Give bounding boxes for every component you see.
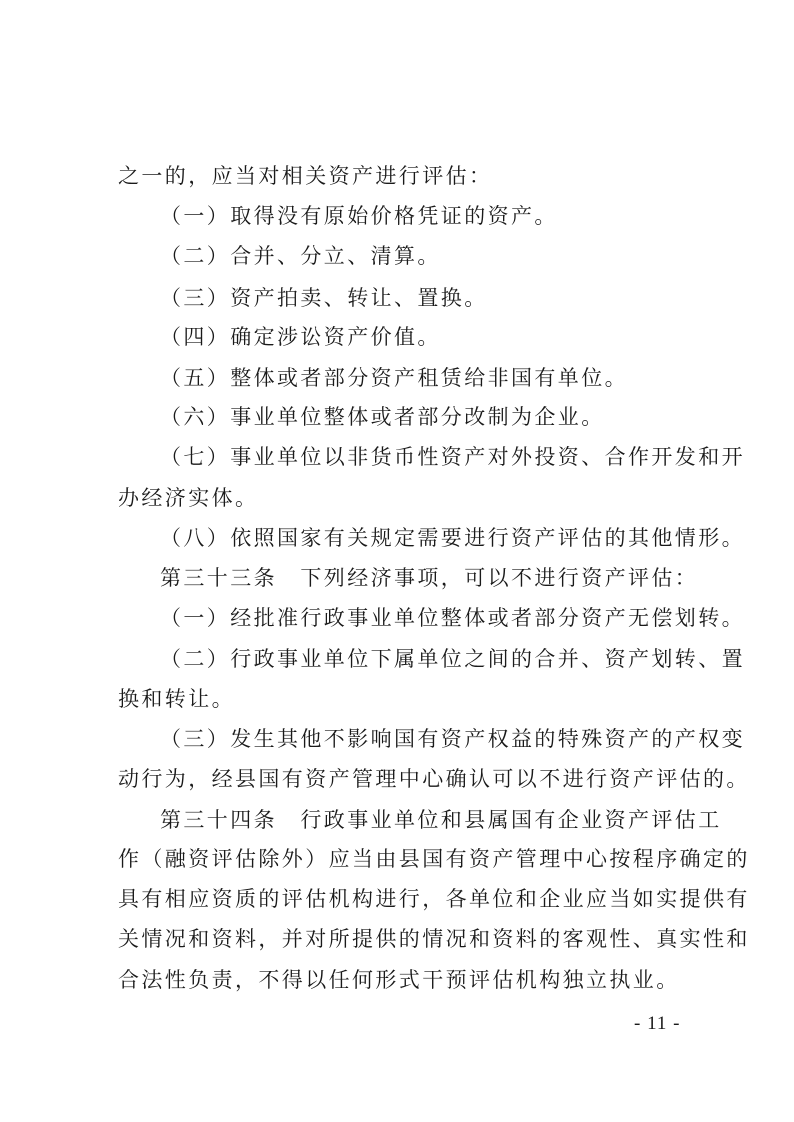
list-item: （六）事业单位整体或者部分改制为企业。 bbox=[160, 405, 605, 429]
paragraph-line: 之一的，应当对相关资产进行评估： bbox=[118, 164, 493, 188]
list-item: （二）行政事业单位下属单位之间的合并、资产划转、置 bbox=[160, 647, 745, 671]
list-item: （三）资产拍卖、转让、置换。 bbox=[160, 286, 488, 310]
list-item: （五）整体或者部分资产租赁给非国有单位。 bbox=[160, 366, 628, 390]
list-item: （一）取得没有原始价格凭证的资产。 bbox=[160, 204, 558, 228]
list-item: （四）确定涉讼资产价值。 bbox=[160, 325, 441, 349]
paragraph-line: 作（融资评估除外）应当由县国有资产管理中心按程序确定的 bbox=[118, 847, 750, 871]
list-item: （二）合并、分立、清算。 bbox=[160, 244, 441, 268]
paragraph-line: 动行为，经县国有资产管理中心确认可以不进行资产评估的。 bbox=[118, 767, 750, 791]
paragraph-line: 办经济实体。 bbox=[118, 486, 259, 510]
paragraph-line: 关情况和资料，并对所提供的情况和资料的客观性、真实性和 bbox=[118, 927, 750, 951]
paragraph-line: 合法性负责，不得以任何形式干预评估机构独立执业。 bbox=[118, 968, 680, 992]
list-item: （一）经批准行政事业单位整体或者部分资产无偿划转。 bbox=[160, 606, 745, 630]
list-item: （八）依照国家有关规定需要进行资产评估的其他情形。 bbox=[160, 526, 745, 550]
paragraph-line: 具有相应资质的评估机构进行，各单位和企业应当如实提供有 bbox=[118, 887, 750, 911]
list-item: （三）发生其他不影响国有资产权益的特殊资产的产权变 bbox=[160, 727, 745, 751]
article-heading-line: 第三十三条 下列经济事项，可以不进行资产评估： bbox=[160, 566, 699, 590]
article-heading-line: 第三十四条 行政事业单位和县属国有企业资产评估工 bbox=[160, 808, 722, 832]
page-number: - 11 - bbox=[634, 1013, 681, 1034]
list-item: （七）事业单位以非货币性资产对外投资、合作开发和开 bbox=[160, 445, 745, 469]
paragraph-line: 换和转让。 bbox=[118, 687, 235, 711]
